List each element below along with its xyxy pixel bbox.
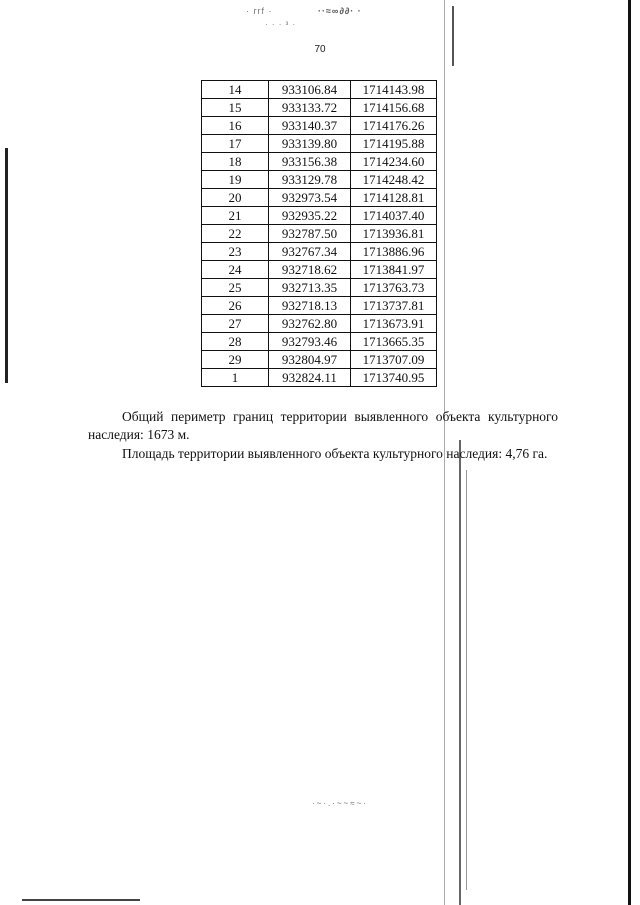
x-coordinate-cell: 932824.11	[269, 369, 351, 387]
x-coordinate-cell: 932973.54	[269, 189, 351, 207]
point-number-cell: 20	[202, 189, 269, 207]
point-number-cell: 21	[202, 207, 269, 225]
point-number-cell: 28	[202, 333, 269, 351]
point-number-cell: 29	[202, 351, 269, 369]
x-coordinate-cell: 932804.97	[269, 351, 351, 369]
table-row	[202, 279, 437, 297]
left-margin-mark	[5, 148, 8, 383]
scan-artifact: ·~·.·~~≈~·	[312, 799, 368, 808]
point-number-cell: 16	[202, 117, 269, 135]
y-coordinate-cell: 1713707.09	[351, 351, 437, 369]
page-number: 70	[314, 44, 326, 55]
point-number-cell: 17	[202, 135, 269, 153]
table-row	[202, 135, 437, 153]
x-coordinate-cell: 932935.22	[269, 207, 351, 225]
y-coordinate-cell: 1713763.73	[351, 279, 437, 297]
table-row	[202, 243, 437, 261]
table-row	[202, 351, 437, 369]
perimeter-text: Общий периметр границ территории выявленного объекта культурного наследия: 1673 м.	[88, 409, 558, 442]
x-coordinate-cell: 932762.80	[269, 315, 351, 333]
y-coordinate-cell: 1714248.42	[351, 171, 437, 189]
x-coordinate-cell: 932787.50	[269, 225, 351, 243]
table-row	[202, 189, 437, 207]
y-coordinate-cell: 1714234.60	[351, 153, 437, 171]
area-text: Площадь территории выявленного объекта культурного наследия: 4,76 га.	[122, 446, 548, 461]
point-number-cell: 22	[202, 225, 269, 243]
y-coordinate-cell: 1713936.81	[351, 225, 437, 243]
coordinate-table	[201, 80, 437, 387]
perimeter-paragraph	[88, 408, 558, 444]
y-coordinate-cell: 1714156.68	[351, 99, 437, 117]
table-row	[202, 171, 437, 189]
y-coordinate-cell: 1713665.35	[351, 333, 437, 351]
scan-artifact: · rrf ·	[246, 6, 273, 16]
point-number-cell: 14	[202, 81, 269, 99]
point-number-cell: 26	[202, 297, 269, 315]
table-row	[202, 333, 437, 351]
y-coordinate-cell: 1714037.40	[351, 207, 437, 225]
x-coordinate-cell: 933129.78	[269, 171, 351, 189]
table-row	[202, 315, 437, 333]
y-coordinate-cell: 1713740.95	[351, 369, 437, 387]
table-row	[202, 81, 437, 99]
y-coordinate-cell: 1713673.91	[351, 315, 437, 333]
x-coordinate-cell: 932713.35	[269, 279, 351, 297]
table-row	[202, 99, 437, 117]
y-coordinate-cell: 1714195.88	[351, 135, 437, 153]
point-number-cell: 25	[202, 279, 269, 297]
point-number-cell: 24	[202, 261, 269, 279]
table-row	[202, 261, 437, 279]
bottom-edge-line	[22, 899, 140, 901]
point-number-cell: 27	[202, 315, 269, 333]
table-row	[202, 207, 437, 225]
fold-line-right	[452, 6, 454, 66]
y-coordinate-cell: 1713841.97	[351, 261, 437, 279]
point-number-cell: 15	[202, 99, 269, 117]
y-coordinate-cell: 1714128.81	[351, 189, 437, 207]
table-row	[202, 369, 437, 387]
point-number-cell: 1	[202, 369, 269, 387]
table-row	[202, 297, 437, 315]
area-paragraph	[88, 445, 558, 463]
x-coordinate-cell: 933139.80	[269, 135, 351, 153]
scan-artifact: · · · ³ ·	[265, 20, 297, 29]
y-coordinate-cell: 1714143.98	[351, 81, 437, 99]
y-coordinate-cell: 1713737.81	[351, 297, 437, 315]
fold-line-right	[466, 470, 467, 890]
table-row	[202, 153, 437, 171]
table-row	[202, 117, 437, 135]
x-coordinate-cell: 933106.84	[269, 81, 351, 99]
x-coordinate-cell: 932793.46	[269, 333, 351, 351]
point-number-cell: 19	[202, 171, 269, 189]
x-coordinate-cell: 933133.72	[269, 99, 351, 117]
scan-artifact: ··≈∞∂∂· ·	[318, 6, 362, 16]
y-coordinate-cell: 1713886.96	[351, 243, 437, 261]
x-coordinate-cell: 933140.37	[269, 117, 351, 135]
x-coordinate-cell: 932718.62	[269, 261, 351, 279]
x-coordinate-cell: 933156.38	[269, 153, 351, 171]
right-edge-line	[628, 0, 631, 905]
y-coordinate-cell: 1714176.26	[351, 117, 437, 135]
fold-line-right	[459, 440, 461, 905]
point-number-cell: 23	[202, 243, 269, 261]
x-coordinate-cell: 932718.13	[269, 297, 351, 315]
x-coordinate-cell: 932767.34	[269, 243, 351, 261]
point-number-cell: 18	[202, 153, 269, 171]
table-row	[202, 225, 437, 243]
